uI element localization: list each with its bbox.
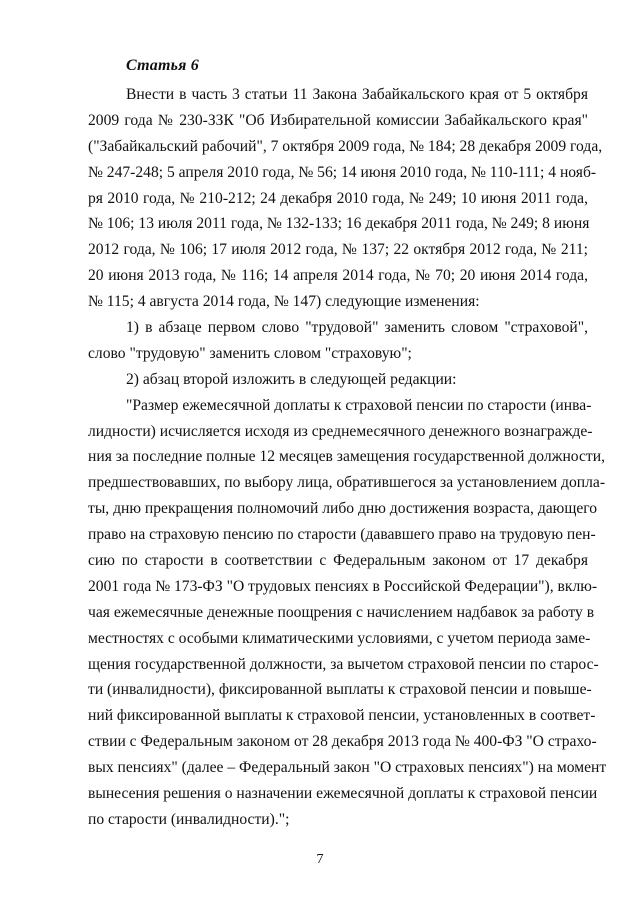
text-line: ний фиксированной выплаты к страховой пенсии, установленных в соответ-	[88, 707, 596, 725]
text-line: 2012 года, № 106; 17 июля 2012 года, № 137; 22 октября 2012 года, № 211;	[88, 241, 588, 259]
text-line: ря 2010 года, № 210-212; 24 декабря 2010 года, № 249; 10 июня 2011 года,	[88, 189, 588, 207]
text-line: ния за последние полные 12 месяцев замещения государственной должности,	[88, 448, 605, 466]
text-line: 2009 года № 230-ЗЗК "Об Избирательной комиссии Забайкальского края"	[88, 111, 588, 129]
text-line: 2001 года № 173-ФЗ "О трудовых пенсиях в Российской Федерации"), вклю-	[88, 577, 598, 595]
text-line: ти (инвалидности), фиксированной выплаты к страховой пенсии и повыше-	[88, 681, 592, 699]
text-line: чая ежемесячные денежные поощрения с начислением надбавок за работу в	[88, 603, 595, 621]
text-line: вых пенсиях" (далее – Федеральный закон "О страховых пенсиях") на момент	[88, 759, 607, 777]
text-line: по старости (инвалидности).";	[88, 810, 290, 828]
text-line: щения государственной должности, за вычетом страховой пенсии по старос-	[88, 655, 599, 673]
text-line: лидности) исчисляется исходя из среднемесячного денежного вознагражде-	[88, 422, 593, 440]
text-line: Внести в часть 3 статьи 11 Закона Забайкальского края от 5 октября	[126, 86, 588, 103]
text-line: ("Забайкальский рабочий", 7 октября 2009 года, № 184; 28 декабря 2009 года,	[88, 137, 603, 155]
page-number: 7	[316, 852, 324, 867]
text-line: ствии с Федеральным законом от 28 декабря 2013 года № 400-ФЗ "О страхо-	[88, 733, 597, 751]
text-line: ты, дню прекращения полномочий либо дню достижения возраста, дающего	[88, 500, 598, 518]
text-line: 20 июня 2013 года, № 116; 14 апреля 2014 года, № 70; 20 июня 2014 года,	[88, 267, 588, 285]
text-line: предшествовавших, по выбору лица, обратившегося за установлением допла-	[88, 474, 606, 492]
article-body	[88, 82, 607, 833]
text-line: слово "трудовую" заменить словом "страховую";	[88, 344, 412, 362]
text-line: № 106; 13 июля 2011 года, № 132-133; 16 декабря 2011 года, № 249; 8 июня	[88, 215, 590, 233]
text-line: вынесения решения о назначении ежемесячной доплаты к страховой пенсии	[88, 785, 598, 803]
text-line: право на страховую пенсию по старости (дававшего право на трудовую пен-	[88, 526, 596, 544]
text-line: сию по старости в соответствии с Федеральным законом от 17 декабря	[88, 552, 588, 570]
text-line: местностях с особыми климатическими условиями, с учетом периода заме-	[88, 629, 591, 647]
text-line: № 115; 4 августа 2014 года, № 147) следующие изменения:	[88, 293, 480, 311]
text-line: № 247-248; 5 апреля 2010 года, № 56; 14 июня 2010 года, № 110-111; 4 нояб-	[88, 163, 597, 181]
text-line: 1) в абзаце первом слово "трудовой" заменить словом "страховой",	[126, 319, 588, 337]
article-title: Статья 6	[126, 57, 199, 74]
text-line: 2) абзац второй изложить в следующей редакции:	[126, 370, 457, 388]
text-line: "Размер ежемесячной доплаты к страховой пенсии по старости (инва-	[126, 396, 592, 414]
